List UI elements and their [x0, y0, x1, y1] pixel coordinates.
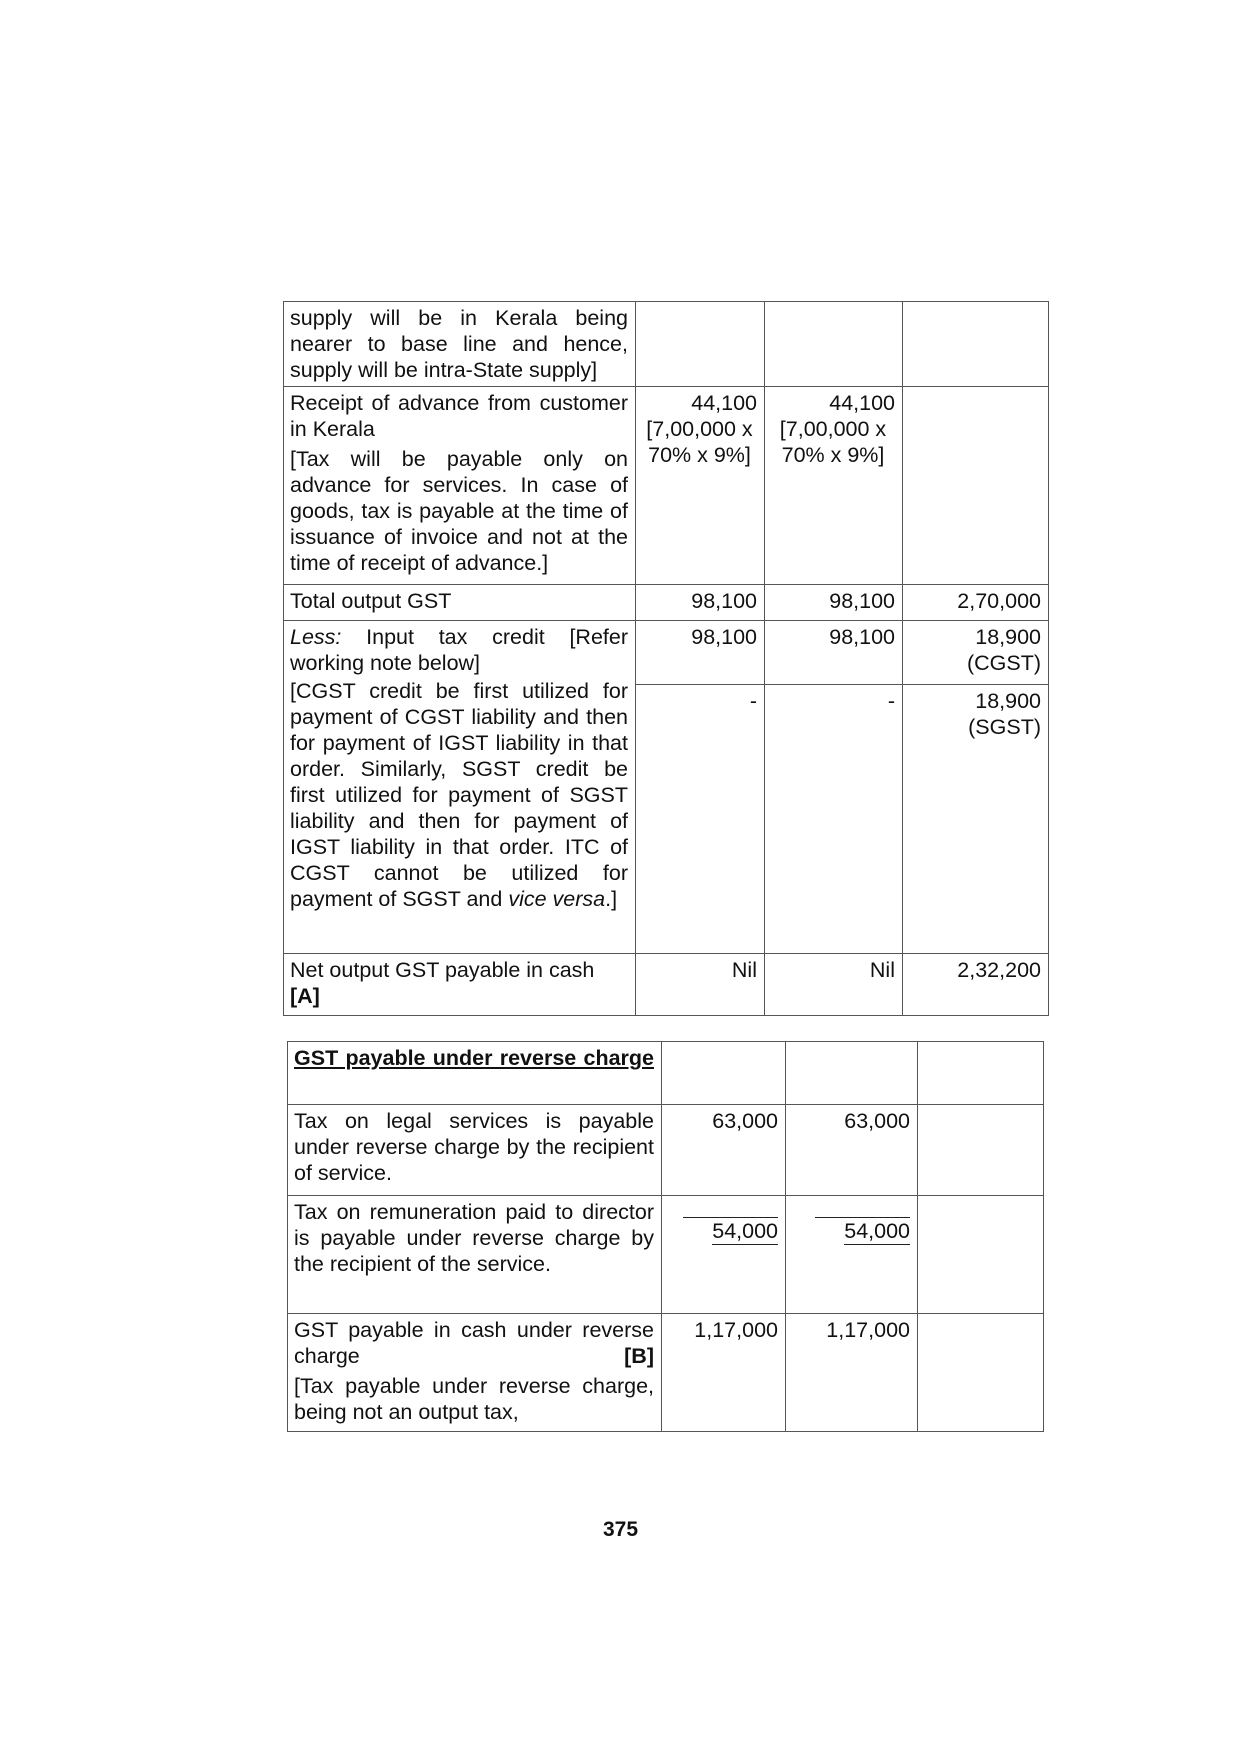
igst-cell: 18,900 (CGST)	[903, 621, 1049, 685]
table-row	[288, 1196, 1044, 1314]
row-description: Less: Input tax credit [Refer working note below] [CGST credit be first utilized for payment of CGST liability and then for payment of IGST liability in that order. Similarly, SGST credit be first utilized for payment of SGST liability and then for payment of IGST liability in that order. ITC of CGST cannot be utilized for payment of SGST and vice versa.]	[284, 621, 636, 954]
table-row	[284, 302, 1049, 387]
row-description: Net output GST payable in cash [A]	[284, 954, 636, 1016]
igst-cell: 18,900 (SGST)	[903, 685, 1049, 954]
igst-cell: 2,32,200	[903, 954, 1049, 1016]
cgst-cell: -	[636, 685, 765, 954]
gst-liability-table	[283, 301, 1049, 1016]
sgst-cell: 98,100	[765, 585, 903, 621]
cgst-cell: 63,000	[662, 1105, 786, 1196]
cgst-cell: 98,100	[636, 621, 765, 685]
table-row	[284, 621, 1049, 685]
row-description: Total output GST	[284, 585, 636, 621]
cgst-cell: 54,000	[662, 1196, 786, 1314]
sgst-cell: -	[765, 685, 903, 954]
table-row	[284, 954, 1049, 1016]
sgst-cell: Nil	[765, 954, 903, 1016]
page-number: 375	[602, 1518, 639, 1541]
table-row	[288, 1314, 1044, 1432]
sgst-cell: 54,000	[786, 1196, 918, 1314]
section-heading: GST payable under reverse charge	[288, 1042, 662, 1105]
sgst-cell: 63,000	[786, 1105, 918, 1196]
cgst-cell: 44,100 [7,00,000 x 70% x 9%]	[636, 387, 765, 585]
table-row	[288, 1042, 1044, 1105]
cgst-cell: 98,100	[636, 585, 765, 621]
cgst-cell: 1,17,000	[662, 1314, 786, 1432]
sgst-cell: 98,100	[765, 621, 903, 685]
reverse-charge-table	[287, 1041, 1044, 1432]
row-description: Tax on remuneration paid to director is payable under reverse charge by the recipient of the service.	[288, 1196, 662, 1314]
row-description: Tax on legal services is payable under reverse charge by the recipient of service.	[288, 1105, 662, 1196]
cgst-cell: Nil	[636, 954, 765, 1016]
igst-cell: 2,70,000	[903, 585, 1049, 621]
sgst-cell: 44,100 [7,00,000 x 70% x 9%]	[765, 387, 903, 585]
table-row	[284, 387, 1049, 585]
row-description: GST payable in cash under reverse charge [B] [Tax payable under reverse charge, being not an output tax,	[288, 1314, 662, 1432]
row-description: supply will be in Kerala being nearer to base line and hence, supply will be intra-State supply]	[284, 302, 636, 387]
table-row	[284, 585, 1049, 621]
row-description: Receipt of advance from customer in Kerala [Tax will be payable only on advance for services. In case of goods, tax is payable at the time of issuance of invoice and not at the time of receipt of advance.]	[284, 387, 636, 585]
sgst-cell: 1,17,000	[786, 1314, 918, 1432]
table-row	[288, 1105, 1044, 1196]
